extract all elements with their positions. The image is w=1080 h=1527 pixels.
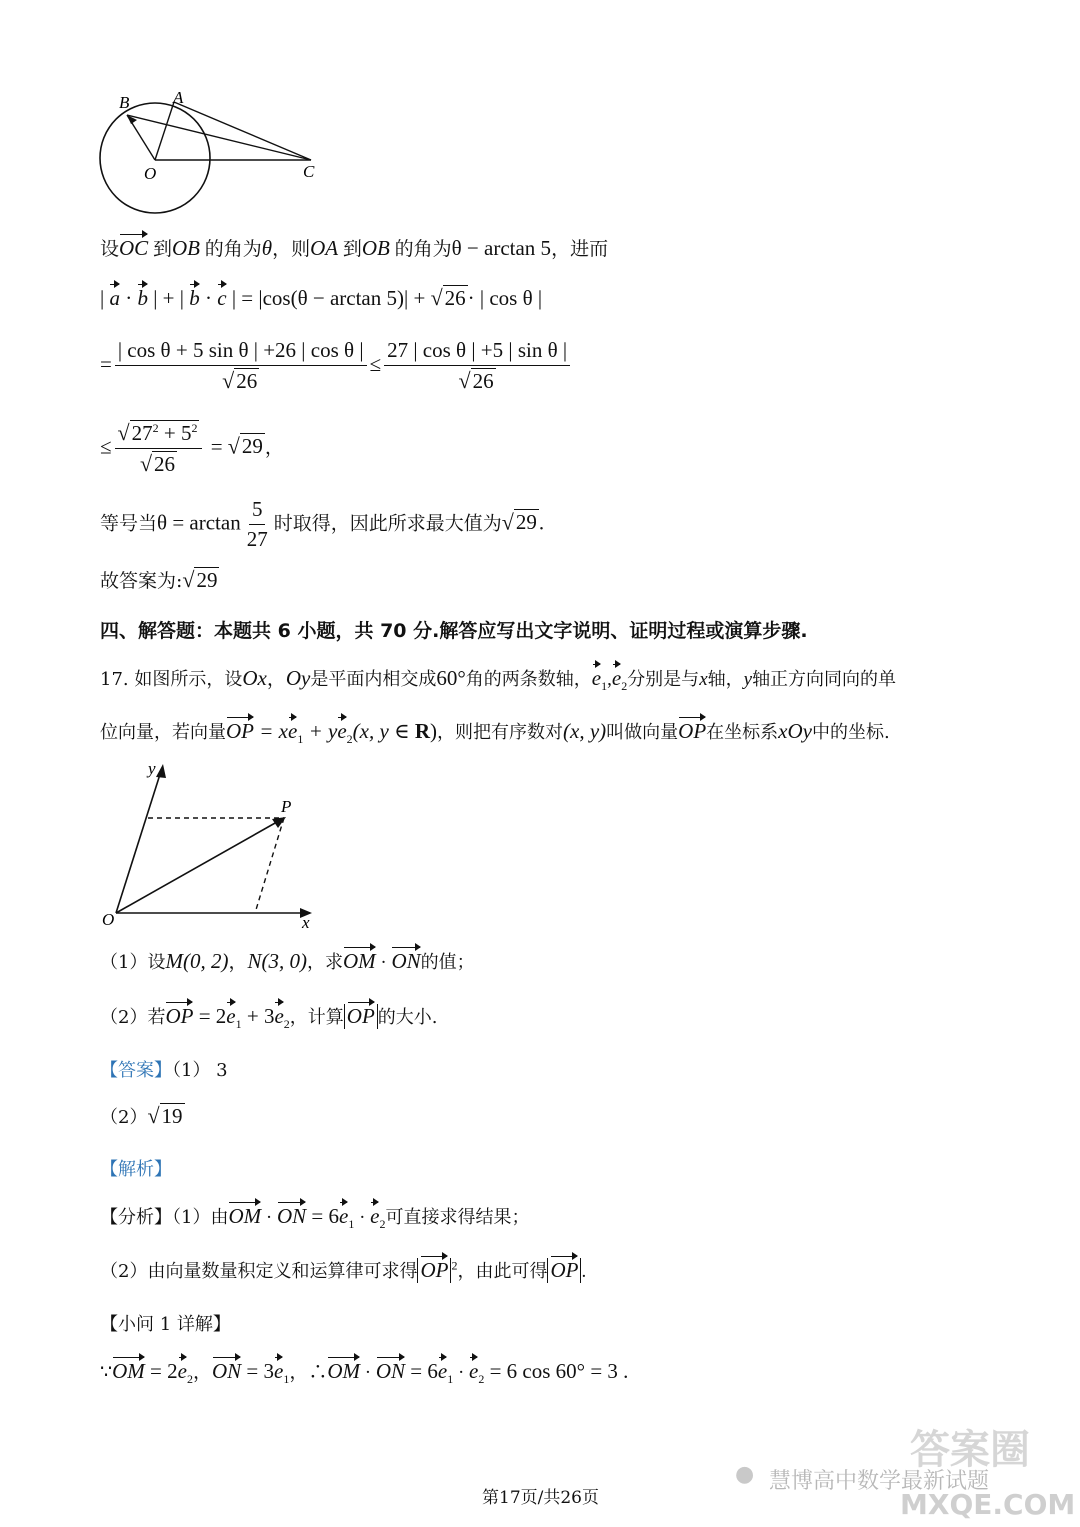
therefore: ，∴: [289, 1362, 328, 1383]
text: 故答案为:: [100, 570, 183, 592]
sol-line-4: ≤ $\frac{√27^2 + 5^2}{√26}$ = √29 ，: [100, 420, 284, 476]
text: 的角为: [199, 239, 262, 260]
text: （2）若: [100, 1007, 166, 1028]
num-5: + 5: [158, 421, 192, 445]
angle-60: 60°: [436, 666, 466, 690]
result: = 6 cos 60° = 3 .: [484, 1359, 629, 1383]
vec-OM: OM: [112, 1359, 145, 1383]
text: 设: [100, 238, 120, 260]
vec-OP: OP: [346, 1004, 375, 1028]
vec-e1: e: [437, 1359, 448, 1383]
eq: = 2: [193, 1004, 227, 1028]
vec-ON: ON: [391, 949, 421, 973]
page-footer: 第17页/共26页: [482, 1488, 599, 1508]
watermark: [735, 1418, 1075, 1523]
sub: 1: [235, 1016, 242, 1031]
section-heading: 四、解答题：本题共 6 小题，共 70 分.解答应写出文字说明、证明过程或演算步骤.: [100, 620, 808, 642]
text: 中的坐标.: [811, 722, 890, 743]
vec-e1: e: [226, 1004, 236, 1028]
part-1: [100, 947, 475, 974]
text: ，: [228, 952, 248, 973]
xOy: xOy: [778, 719, 812, 743]
angle-expr: θ − arctan 5: [451, 236, 552, 260]
frac-den: 27: [246, 527, 268, 551]
sup: 2: [451, 1258, 458, 1273]
comma: ，: [192, 1362, 212, 1383]
label-A: A: [173, 88, 184, 107]
abs-ab: | a · b | + | b · c | =: [100, 286, 259, 310]
text: 17. 如图所示，设: [100, 669, 243, 690]
period: .: [538, 510, 545, 535]
vec-e1: e: [273, 1359, 284, 1383]
text: 可直接求得结果；: [385, 1207, 530, 1228]
analysis-tag: 【解析】: [100, 1159, 172, 1180]
text: 轴正方向同向的单: [752, 669, 897, 690]
label: （2）: [100, 1107, 148, 1128]
frac1-den: 26: [236, 369, 258, 393]
text: 时取得，因此所求最大值为: [273, 512, 502, 535]
eq: = 2: [144, 1359, 178, 1383]
vec-e2: e: [177, 1359, 187, 1383]
frac2-num: 27 | cos θ | +5 | sin θ |: [384, 338, 570, 366]
sqrt-29: 29: [515, 510, 537, 535]
text: ，进而: [551, 239, 609, 260]
eq: = x: [254, 719, 288, 743]
dot: ·: [453, 1362, 470, 1383]
frac1-num: | cos θ + 5 sin θ | +26 | cos θ |: [115, 338, 367, 366]
sub: 1: [348, 1216, 355, 1231]
point-N: N(3, 0): [247, 949, 307, 973]
x: x: [699, 669, 708, 690]
text: 位向量，若向量: [100, 722, 226, 743]
sol-line-2: | a · b | + | b · c | = |cos(θ − arctan 5)| + √26· | cos θ |: [100, 285, 543, 310]
text: ，求: [306, 952, 343, 973]
sub: 1: [283, 1371, 290, 1386]
text: 的角为: [389, 239, 452, 260]
vec-ON: ON: [211, 1359, 242, 1383]
eq: = 6: [306, 1204, 339, 1228]
axes-figure: [98, 758, 328, 933]
frac2-den: 26: [472, 369, 494, 393]
text: 角的两条数轴，: [465, 669, 592, 690]
label-C: C: [303, 162, 315, 181]
sol-line-3: = $\frac{\text{| cos θ + 5 sin θ | +26 | cos θ |}}{√26}$ ≤ $\frac{\text{27 | cos θ | +5 | sin θ |}}{√26}$: [100, 338, 573, 394]
sqrt-29: 29: [241, 434, 263, 459]
vec-e1: e: [591, 666, 602, 690]
vec-e1: e: [288, 719, 298, 743]
label-O: O: [144, 164, 157, 183]
text: ，则: [272, 239, 311, 260]
eq: = 6: [405, 1359, 438, 1383]
vec-OP: OP: [226, 719, 254, 743]
watermark-site: MXQE.COM: [900, 1488, 1076, 1521]
plus-y: + y: [303, 719, 338, 743]
text: 到: [148, 239, 172, 260]
text: 叫做向量: [606, 722, 679, 743]
plus: + 3: [241, 1004, 275, 1028]
R: R: [414, 719, 431, 743]
sub: 2: [186, 1371, 193, 1386]
sol-line-6: 故答案为:√29: [100, 567, 218, 592]
dot: ·: [375, 952, 392, 973]
Oy: Oy: [285, 666, 311, 690]
sup: 2: [152, 421, 159, 435]
text: 到: [338, 239, 362, 260]
label-P: P: [281, 797, 292, 816]
rhs-tail: · | cos θ |: [467, 286, 543, 310]
frac-num: 5: [249, 497, 266, 525]
answer-tag: 【答案】: [100, 1060, 172, 1081]
vec-ON: ON: [276, 1204, 307, 1228]
because: ∵: [100, 1362, 113, 1383]
point-M: M(0, 2): [165, 949, 229, 973]
vec-ON: ON: [375, 1359, 406, 1383]
label-B: B: [119, 93, 130, 112]
vec-OP: OP: [420, 1258, 449, 1282]
den-26: 26: [154, 452, 176, 476]
vec-e2: e: [611, 666, 622, 690]
vec-e2: e: [337, 719, 347, 743]
vec-OP: OP: [678, 719, 707, 743]
text: （1）设: [100, 952, 166, 973]
theta-expr: θ = arctan: [157, 510, 241, 535]
text: ，计算: [289, 1007, 344, 1028]
label-O: O: [102, 910, 115, 929]
Ox: Ox: [242, 666, 267, 690]
sub: 2: [478, 1371, 485, 1386]
watermark-logo: 答案圈: [910, 1427, 1030, 1473]
subquestion-1-heading: 【小问 1 详解】: [100, 1314, 231, 1335]
sub: 2: [283, 1016, 290, 1031]
analysis-line-1: [100, 1203, 529, 1232]
label-y: y: [148, 759, 156, 778]
analysis-line-2: [100, 1257, 586, 1283]
sub: 2: [346, 731, 353, 746]
q17-line-1: 17. 如图所示，设Ox，Oy是平面内相交成60°角的两条数轴，$e_1,e_2$分别是与x轴，y轴正方向同向的单: [100, 666, 897, 693]
eq: = 3: [241, 1359, 274, 1383]
vec-e2: e: [469, 1359, 479, 1383]
vec-OP: OP: [550, 1258, 579, 1282]
vec-e2: e: [370, 1204, 380, 1228]
vec-OM: OM: [228, 1204, 262, 1228]
detail-line: [100, 1357, 628, 1387]
vec-OB: OB: [361, 236, 390, 260]
text: 在坐标系: [706, 722, 779, 743]
vec-OC: OC: [119, 236, 149, 260]
sub: 1: [601, 678, 608, 693]
sol-line-1: [100, 234, 608, 261]
vec-OB: OB: [171, 236, 200, 260]
text: 轴，: [707, 669, 744, 690]
num-27: 27: [131, 421, 153, 445]
text: ，: [266, 669, 286, 690]
text: ，则把有序数对: [437, 722, 564, 743]
sqrt-26: 26: [444, 286, 466, 310]
paren: ): [430, 719, 438, 743]
dot: ·: [261, 1207, 277, 1228]
part-2: [100, 1003, 438, 1032]
text: ，由此可得: [457, 1261, 548, 1282]
period: .: [581, 1261, 587, 1282]
text: 等号当: [100, 512, 158, 535]
rhs: |cos(θ − arctan 5)| +: [258, 286, 431, 310]
comma: ，: [264, 437, 284, 459]
theta: θ: [261, 236, 273, 260]
text: 分别是与: [627, 669, 700, 690]
vec-OM: OM: [342, 949, 376, 973]
text: 是平面内相交成: [310, 669, 437, 690]
watermark-wechat: 慧博高中数学最新试题: [769, 1469, 990, 1494]
sup: 2: [191, 421, 198, 435]
sub: 1: [447, 1371, 454, 1386]
vec-OP: OP: [165, 1004, 194, 1028]
dot: ·: [354, 1207, 371, 1228]
sol-line-5: 等号当θ = arctan $\frac{5}{27}$ 时取得，因此所求最大值为√29.: [100, 497, 545, 551]
answer-line-2: （2）√19: [100, 1103, 183, 1128]
vec-OM: OM: [327, 1359, 360, 1383]
circle-figure: [95, 88, 335, 223]
text: 【分析】（1）由: [100, 1207, 229, 1228]
sub: 1: [297, 731, 304, 746]
vec-e1: e: [338, 1204, 349, 1228]
text: 的大小.: [377, 1007, 438, 1028]
sub: 2: [621, 678, 628, 693]
vec-OA: OA: [310, 236, 339, 260]
pair: (x, y): [563, 719, 607, 743]
answer-line-1: [100, 1056, 228, 1082]
y: y: [743, 669, 753, 690]
answer-1: （1） 3: [172, 1060, 228, 1081]
text: （2）由向量数量积定义和运算律可求得: [100, 1261, 418, 1282]
label-x: x: [302, 913, 310, 932]
wechat-icon: ●: [735, 1462, 755, 1487]
sub: 2: [379, 1216, 386, 1231]
q17-line-2: [100, 718, 890, 747]
dot: ·: [360, 1362, 376, 1383]
text: 的值；: [420, 952, 475, 973]
domain: (x, y ∈: [352, 719, 415, 743]
vec-e2: e: [274, 1004, 284, 1028]
sqrt-29: 29: [196, 568, 218, 592]
sqrt-19: 19: [161, 1104, 183, 1128]
